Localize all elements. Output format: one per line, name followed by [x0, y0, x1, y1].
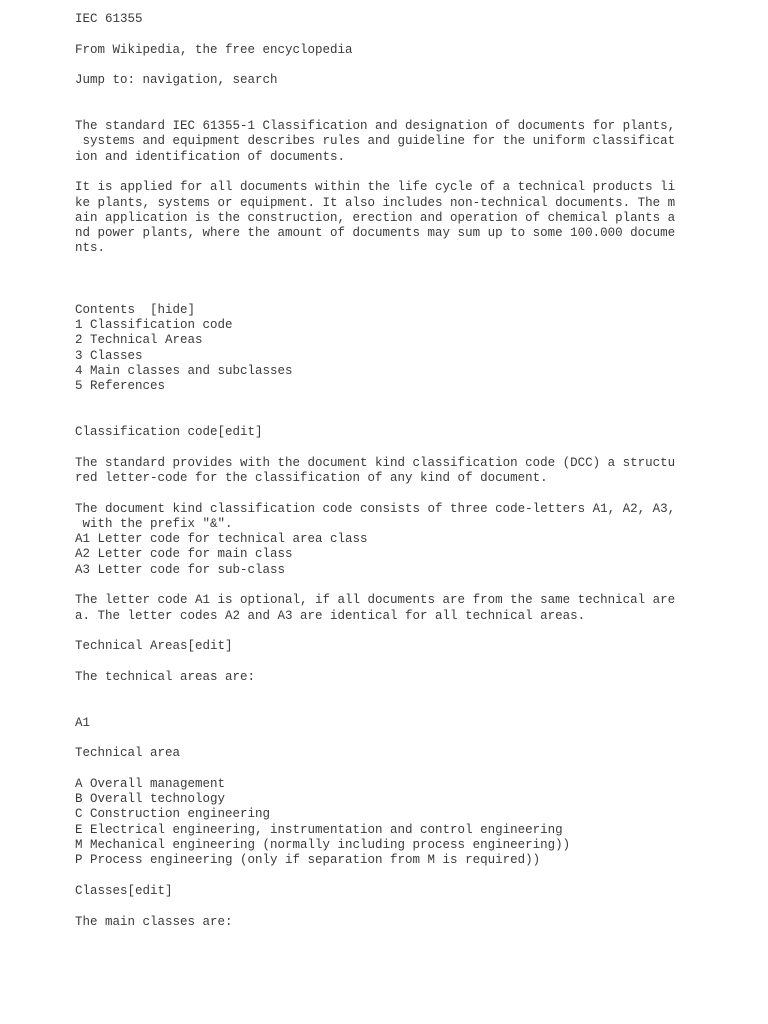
toc-item-main-classes[interactable]: 4 Main classes and subclasses [75, 363, 293, 378]
jump-prefix: Jump to: [75, 73, 143, 88]
heading-text: Technical Areas [75, 639, 188, 654]
heading-text: Classes [75, 883, 128, 898]
table-row: M Mechanical engineering (normally including process engineering)) [75, 838, 571, 853]
table-row: C Construction engineering [75, 807, 271, 822]
jump-separator: , [217, 73, 233, 88]
toc-item-classes[interactable]: 3 Classes [75, 348, 143, 363]
toc-item-references[interactable]: 5 References [75, 379, 166, 394]
search-link[interactable]: search [232, 73, 278, 88]
document-page [75, 12, 735, 930]
table-row: E Electrical engineering, instrumentation and control engineering [75, 822, 563, 837]
text-line: a. The letter codes A2 and A3 are identical for all technical areas. [75, 608, 586, 623]
intro-paragraph-1 [75, 119, 735, 165]
technical-areas-table [75, 777, 735, 869]
edit-link[interactable]: [edit] [217, 425, 263, 440]
table-of-contents [75, 303, 735, 395]
section-heading-classes [75, 884, 735, 899]
section-heading-technical-areas [75, 639, 735, 654]
text-line: The standard IEC 61355-1 Classification and designation of documents for plants, [75, 119, 676, 134]
classification-paragraph-2 [75, 502, 735, 578]
heading-text: Classification code [75, 425, 218, 440]
tagline: From Wikipedia, the free encyclopedia [75, 42, 353, 57]
technical-areas-intro: The technical areas are: [75, 669, 256, 684]
page-title: IEC 61355 [75, 12, 143, 26]
text-line: systems and equipment describes rules and guideline for the uniform classificat [75, 134, 676, 149]
toc-title: Contents [75, 302, 136, 317]
list-item: A2 Letter code for main class [75, 547, 293, 562]
text-line: ke plants, systems or equipment. It also includes non-technical documents. The m [75, 195, 676, 210]
classification-paragraph-3 [75, 593, 735, 624]
section-heading-classification [75, 425, 735, 440]
table-row: B Overall technology [75, 792, 226, 807]
text-line: red letter-code for the classification of any kind of document. [75, 470, 548, 485]
classes-intro: The main classes are: [75, 914, 233, 929]
table-header-technical-area: Technical area [75, 746, 181, 761]
intro-paragraph-2 [75, 180, 735, 256]
toc-header [75, 303, 735, 318]
text-line: nts. [75, 241, 106, 256]
navigation-link[interactable]: navigation [142, 73, 218, 88]
table-header-a1: A1 [75, 715, 91, 730]
list-item: A1 Letter code for technical area class [75, 532, 368, 547]
text-line: nd power plants, where the amount of documents may sum up to some 100.000 docume [75, 226, 676, 241]
text-line: The standard provides with the document kind classification code (DCC) a structu [75, 455, 676, 470]
jump-to-bar [75, 73, 735, 88]
text-line: The letter code A1 is optional, if all documents are from the same technical are [75, 593, 676, 608]
edit-link[interactable]: [edit] [187, 639, 233, 654]
text-line: The document kind classification code consists of three code-letters A1, A2, A3, [75, 501, 676, 516]
list-item: A3 Letter code for sub-class [75, 562, 286, 577]
text-line: with the prefix "&". [75, 516, 233, 531]
text-line: It is applied for all documents within the life cycle of a technical products li [75, 180, 676, 195]
text-line: ain application is the construction, erection and operation of chemical plants a [75, 210, 676, 225]
text-line: ion and identification of documents. [75, 149, 346, 164]
toc-item-technical-areas[interactable]: 2 Technical Areas [75, 333, 203, 348]
toc-item-classification-code[interactable]: 1 Classification code [75, 317, 233, 332]
edit-link[interactable]: [edit] [127, 883, 173, 898]
toc-hide-toggle[interactable]: [hide] [150, 302, 196, 317]
table-row: P Process engineering (only if separation from M is required)) [75, 853, 541, 868]
classification-paragraph-1 [75, 456, 735, 487]
table-row: A Overall management [75, 776, 226, 791]
